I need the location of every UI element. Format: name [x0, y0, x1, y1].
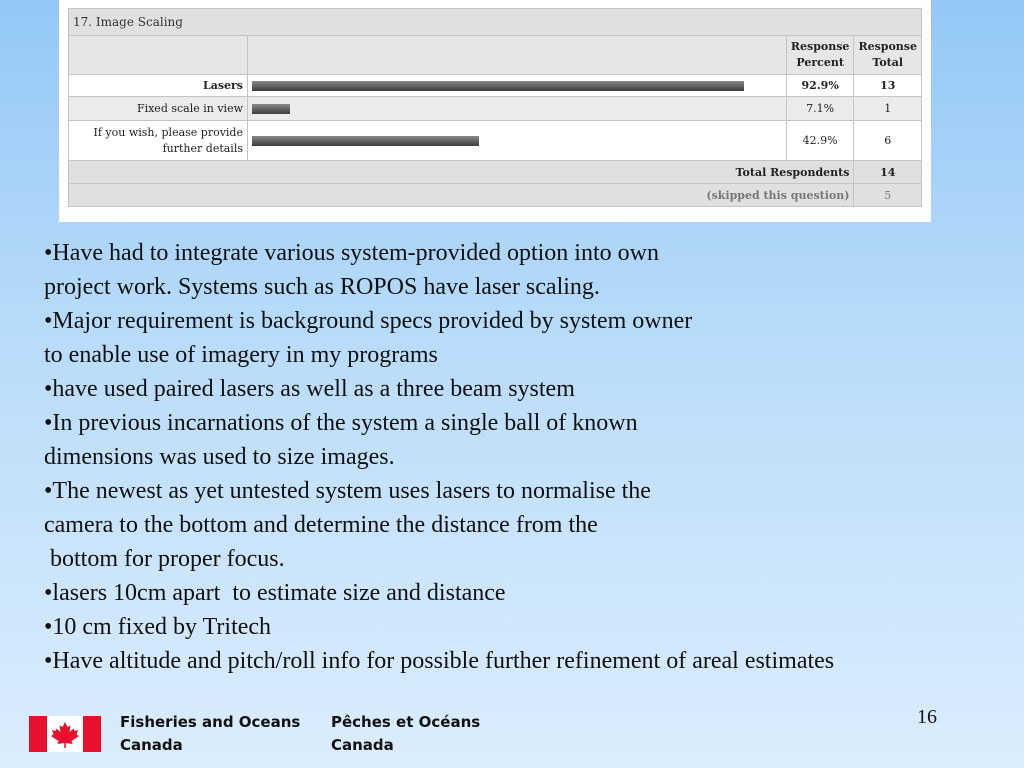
bullet-line: •Major requirement is background specs provided by system owner: [44, 308, 693, 334]
bullet-list: [44, 236, 1004, 678]
bullet-line: project work. Systems such as ROPOS have laser scaling.: [44, 274, 600, 300]
dept-name-english: [120, 711, 300, 757]
bullet-line: to enable use of imagery in my programs: [44, 342, 438, 368]
dept-english-line2: Canada: [120, 736, 183, 754]
bullet-line: dimensions was used to size images.: [44, 444, 395, 470]
skipped-row: [69, 184, 922, 207]
canada-flag-icon: [29, 716, 101, 752]
bullet-line: camera to the bottom and determine the distance from the: [44, 512, 598, 538]
bar-cell: [248, 97, 787, 121]
row-label: Lasers: [69, 75, 248, 97]
dept-english-line1: Fisheries and Oceans: [120, 713, 301, 731]
header-response-percent: Response Percent: [786, 36, 854, 75]
question-title: 17. Image Scaling: [69, 9, 922, 36]
header-response-total: Response Total: [854, 36, 922, 75]
bullet-line: •Have had to integrate various system-provided option into own: [44, 240, 659, 266]
total-respondents-value: 14: [854, 161, 922, 184]
bullet-line: •10 cm fixed by Tritech: [44, 614, 272, 640]
row-label: Fixed scale in view: [69, 97, 248, 121]
skipped-value: 5: [854, 184, 922, 207]
bullet-line: •In previous incarnations of the system a single ball of known: [44, 410, 638, 436]
total-respondents-label: Total Respondents: [69, 161, 854, 184]
header-blank-label: [69, 36, 248, 75]
response-percent: 42.9%: [786, 121, 854, 161]
header-blank-bar: [248, 36, 787, 75]
question-title-row: [69, 9, 922, 36]
dept-french-line1: Pêches et Océans: [331, 713, 481, 731]
table-row: [69, 97, 922, 121]
bullet-line: bottom for proper focus.: [44, 546, 285, 572]
bar-cell: [248, 75, 787, 97]
header-row: [69, 36, 922, 75]
row-label: If you wish, please provide further details: [69, 121, 248, 161]
response-bar: [252, 81, 744, 91]
survey-results-panel: [59, 0, 931, 222]
response-percent: 92.9%: [786, 75, 854, 97]
response-bar: [252, 136, 479, 146]
page-number: 16: [917, 706, 937, 728]
response-bar: [252, 104, 290, 114]
table-row: [69, 75, 922, 97]
response-total: 1: [854, 97, 922, 121]
bullet-line: •lasers 10cm apart to estimate size and distance: [44, 580, 506, 606]
survey-results-table: [68, 8, 922, 207]
skipped-label: (skipped this question): [69, 184, 854, 207]
total-respondents-row: [69, 161, 922, 184]
table-row: [69, 121, 922, 161]
dept-name-french: [331, 711, 480, 757]
dept-french-line2: Canada: [331, 736, 394, 754]
response-total: 13: [854, 75, 922, 97]
response-percent: 7.1%: [786, 97, 854, 121]
bullet-line: •The newest as yet untested system uses lasers to normalise the: [44, 478, 651, 504]
bullet-line: •Have altitude and pitch/roll info for possible further refinement of areal estimates: [44, 648, 835, 674]
bar-cell: [248, 121, 787, 161]
bullet-line: •have used paired lasers as well as a three beam system: [44, 376, 575, 402]
response-total: 6: [854, 121, 922, 161]
